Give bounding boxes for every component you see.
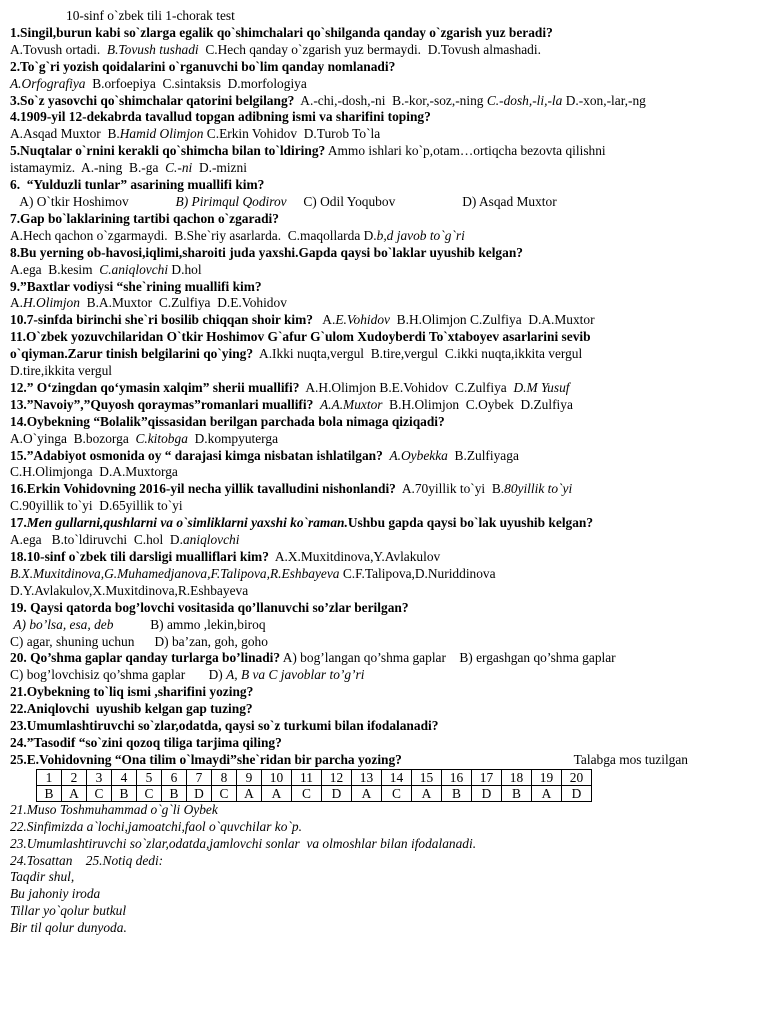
text-segment (313, 397, 320, 412)
text-line (10, 701, 758, 718)
answer-key-letter: A (262, 785, 292, 801)
answer-key-number: 12 (322, 769, 352, 785)
text-line (10, 380, 758, 397)
text-line (10, 76, 758, 93)
text-line (10, 600, 758, 617)
text-line (10, 262, 758, 279)
text-segment: C.90yillik to`yi D.65yillik to`yi (10, 498, 183, 514)
text-line (10, 448, 758, 465)
text-segment: 1.Singil,burun kabi so`zlarga egalik qo`shimchalari qo`shilganda qanday o`zgarish yuz beradi? (10, 24, 553, 40)
text-segment: 2.To`g`ri yozish qoidalarini o`rganuvchi bo`lim qanday nomlanadi? (10, 58, 396, 74)
answer-line: 22.Sinfimizda a`lochi,jamoatchi,faol o`quvchilar ko`p. (10, 818, 302, 834)
answer-key-letter: B (502, 785, 532, 801)
text-segment: A.-chi,-dosh,-ni B.-kor,-soz,-ning (294, 92, 487, 108)
text-segment: 18.10-sinf o`zbek tili darsligi mualliflari kim? (10, 549, 269, 564)
text-segment: C) agar, shuning uchun D) ba’zan, goh, goho (10, 633, 268, 649)
text-segment: B.Tovush tushadi (106, 41, 199, 57)
text-segment: 13.”Navoiy”,”Quyosh qoraymas”romanlari muallifi? (10, 396, 314, 412)
answer-key-table (36, 769, 592, 802)
text-segment: B.H.Olimjon C.Zulfiya D.A.Muxtor (389, 312, 595, 328)
text-segment: A. (312, 312, 336, 328)
answer-line: Taqdir shul, (10, 869, 75, 885)
text-segment: 5.Nuqtalar o`rnini kerakli qo`shimcha bilan to`ldiring? (10, 143, 326, 159)
text-segment: 9.”Baxtlar vodiysi “she`rining muallifi kim? (10, 278, 262, 294)
text-line (10, 735, 758, 752)
answer-key-letter: C (292, 785, 322, 801)
text-segment: 80yillik to`yi (504, 481, 573, 497)
answer-line: Bu jahoniy iroda (10, 886, 101, 902)
text-segment: B.X.Muxitdinova,G.Muhamedjanova,F.Talipova,R.Eshbayeva (10, 565, 340, 581)
text-segment: D.Y.Avlakulov,X.Muxitdinova,R.Eshbayeva (10, 582, 249, 598)
question-25-note: Talabga mos tuzilgan (573, 751, 688, 767)
text-line (10, 414, 758, 431)
text-segment: A, B va C javoblar to’g’ri (226, 667, 365, 683)
text-segment: A.A.Muxtor (320, 396, 383, 412)
answer-key-letter: D (562, 785, 592, 801)
text-line (10, 126, 758, 143)
text-line (10, 583, 758, 600)
text-segment: 7.Gap bo`laklarining tartibi qachon o`zgaradi? (10, 210, 279, 226)
answer-key-number: 20 (562, 769, 592, 785)
text-segment: 3.So`z yasovchi qo`shimchalar qatorini belgilang? (10, 92, 295, 108)
text-segment: A.Orfografiya (10, 75, 86, 91)
answer-key-letter: C (137, 785, 162, 801)
text-line (10, 650, 758, 667)
answer-key-letter: A (62, 785, 87, 801)
text-segment: 14.Oybekning “Bolalik”qissasidan berilgan parchada bola nimaga qiziqadi? (10, 413, 445, 429)
text-line (10, 549, 758, 566)
text-line (10, 431, 758, 448)
text-segment: D.kompyuterga (187, 430, 279, 446)
text-line (10, 684, 758, 701)
text-segment: D.hol (168, 261, 202, 277)
answer-line: 21.Muso Toshmuhammad o`g`li Oybek (10, 801, 218, 817)
answer-key-number: 5 (137, 769, 162, 785)
written-answers (10, 802, 758, 937)
text-segment: A.ega B.to`ldiruvchi C.hol D. (10, 532, 183, 548)
text-segment: 19. Qaysi qatorda bog’lovchi vositasida qo’llanuvchi so’zlar berilgan? (10, 599, 409, 615)
text-segment: 6. “Yulduzli tunlar” asarining muallifi kim? (10, 177, 265, 193)
answer-key-number: 6 (162, 769, 187, 785)
answer-key-number: 13 (352, 769, 382, 785)
text-segment: 24.”Tasodif “so`zini qozoq tiliga tarjima qiling? (10, 734, 282, 750)
text-line (10, 279, 758, 296)
text-segment: 22.Aniqlovchi uyushib kelgan gap tuzing? (10, 701, 253, 717)
text-line (10, 346, 758, 363)
answer-key-letter: B (442, 785, 472, 801)
text-segment: B.Zulfiyaga (447, 447, 519, 463)
text-segment: Ushbu gapda qaysi bo`lak uyushib kelgan? (347, 515, 594, 531)
text-segment: C.F.Talipova,D.Nuriddinova (339, 565, 496, 581)
text-line (10, 245, 758, 262)
answer-key-numbers-row (37, 769, 592, 785)
text-line (10, 667, 758, 684)
answer-key-letter: A (237, 785, 262, 801)
answer-key-number: 1 (37, 769, 62, 785)
answer-key-number: 2 (62, 769, 87, 785)
text-line (10, 211, 758, 228)
text-segment: 11.O`zbek yozuvchilaridan O`tkir Hoshimov G`afur G`ulom Xudoyberdi To`xtaboyev asarlarini sevib (10, 329, 591, 345)
text-segment: o`qiyman.Zarur tinish belgilarini qo`ying? (10, 346, 254, 362)
text-segment: C) bog’lovchisiz qo’shma gaplar D) (10, 667, 227, 683)
text-line (10, 177, 758, 194)
answer-key-number: 3 (87, 769, 112, 785)
answer-key-letter: C (212, 785, 237, 801)
text-segment: B.A.Muxtor C.Zulfiya D.E.Vohidov (79, 295, 287, 311)
answer-line: 24.Tosattan 25.Notiq dedi: (10, 852, 164, 868)
text-segment: B.H.Olimjon C.Oybek D.Zulfiya (382, 396, 573, 412)
text-segment: D.-mizni (192, 160, 247, 176)
text-segment: A.70yillik to`yi B. (395, 481, 505, 497)
text-segment: 12.” O‘zingdan qo‘ymasin xalqim” sherii muallifi? (10, 379, 300, 395)
answer-key-letter: A (352, 785, 382, 801)
text-segment: 8.Bu yerning ob-havosi,iqlimi,sharoiti juda yaxshi.Gapda qaysi bo`laklar uyushib kelgan? (10, 244, 523, 260)
answer-key-number: 10 (262, 769, 292, 785)
text-segment: C.aniqlovchi (99, 261, 169, 277)
text-segment: Men gullarni,qushlarni va o`simliklarni yaxshi ko`raman. (26, 515, 348, 531)
text-line (10, 617, 758, 634)
answer-key-letter: B (112, 785, 137, 801)
answer-key-number: 9 (237, 769, 262, 785)
answer-key-number: 15 (412, 769, 442, 785)
text-segment: 4.1909-yil 12-dekabrda tavallud topgan adibning ismi va sharifini toping? (10, 109, 431, 125)
text-segment: C.kitobga (135, 430, 188, 446)
answer-key-number: 19 (532, 769, 562, 785)
text-segment: C) Odil Yoqubov D) Asqad Muxtor (286, 193, 557, 209)
text-segment: D.M Yusuf (513, 379, 570, 395)
text-line (10, 481, 758, 498)
text-segment: D.tire,ikkita vergul (10, 363, 113, 379)
text-segment: Ammo ishlari ko`p,otam…ortiqcha bezovta qilishni (325, 143, 606, 159)
text-segment: 23.Umumlashtiruvchi so`zlar,odatda, qaysi so`z turkumi bilan ifodalanadi? (10, 718, 439, 734)
text-line (10, 93, 758, 110)
answer-key-answers-row (37, 785, 592, 801)
text-segment: A) O`tkir Hoshimov (10, 193, 176, 209)
answer-key-number: 11 (292, 769, 322, 785)
text-segment: B) Pirimqul Qodirov (175, 193, 287, 209)
text-segment: C.-dosh,-li,-la (486, 92, 563, 108)
text-segment: D.-xon,-lar,-ng (562, 92, 646, 108)
text-segment: b,d javob to`g`ri (376, 227, 465, 243)
answer-key-number: 18 (502, 769, 532, 785)
answer-key-number: 17 (472, 769, 502, 785)
text-line (10, 634, 758, 651)
text-segment: A.O`yinga B.bozorga (10, 430, 136, 446)
text-segment: B.orfoepiya C.sintaksis D.morfologiya (85, 75, 307, 91)
text-line (10, 515, 758, 532)
text-segment: istamaymiz. A.-ning B.-ga (10, 160, 166, 176)
text-segment: C.Hech qanday o`zgarish yuz bermaydi. D.Tovush almashadi. (198, 41, 541, 57)
document-title: 10-sinf o`zbek tili 1-chorak test (66, 8, 235, 23)
answer-key-letter: C (87, 785, 112, 801)
answer-key-letter: B (37, 785, 62, 801)
text-line (10, 718, 758, 735)
text-segment: A.X.Muxitdinova,Y.Avlakulov (268, 549, 441, 564)
answer-key-letter: D (472, 785, 502, 801)
text-segment: 20. Qo’shma gaplar qanday turlarga bo’linadi? (10, 650, 281, 666)
text-segment: H.Olimjon (23, 295, 80, 311)
text-segment: A.Ikki nuqta,vergul B.tire,vergul C.ikki nuqta,ikkita vergul (253, 346, 583, 362)
answer-key-letter: A (532, 785, 562, 801)
text-segment: A.Oybekka (389, 447, 448, 463)
text-line (10, 498, 758, 515)
text-segment: A) bog’langan qo’shma gaplar B) ergashgan qo’shma gaplar (280, 650, 616, 666)
answer-key-number: 14 (382, 769, 412, 785)
text-line (10, 160, 758, 177)
text-line (10, 25, 758, 42)
answer-line: 23.Umumlashtiruvchi so`zlar,odatda,jamlovchi sonlar va olmoshlar bilan ifodalanadi. (10, 835, 477, 851)
text-line (10, 397, 758, 414)
text-segment: A.Asqad Muxtor B. (10, 126, 120, 142)
text-line (10, 363, 758, 380)
question-25-row (10, 752, 758, 769)
text-line (10, 566, 758, 583)
text-line (10, 312, 758, 329)
text-segment: 21.Oybekning to`liq ismi ,sharifini yozing? (10, 684, 254, 700)
text-line (10, 464, 758, 481)
text-segment: C.H.Olimjonga D.A.Muxtorga (10, 464, 178, 480)
answer-key-letter: B (162, 785, 187, 801)
text-line (10, 42, 758, 59)
answer-key-number: 16 (442, 769, 472, 785)
text-segment: 16.Erkin Vohidovning 2016-yil necha yillik tavalludini nishonlandi? (10, 481, 396, 497)
question-25: 25.E.Vohidovning “Ona tilim o`lmaydi”she`ridan bir parcha yozing? (10, 751, 402, 767)
questions-list (10, 25, 758, 752)
text-segment: E.Vohidov (335, 312, 390, 328)
text-segment: A.ega B.kesim (10, 261, 100, 277)
answer-key-letter: D (187, 785, 212, 801)
text-segment: A.H.Olimjon B.E.Vohidov C.Zulfiya (299, 379, 514, 395)
text-segment: aniqlovchi (182, 532, 240, 548)
text-line (10, 143, 758, 160)
text-segment: A) bo’lsa, esa, deb (13, 616, 114, 632)
text-segment: B) ammo ,lekin,biroq (113, 616, 266, 632)
text-line (10, 109, 758, 126)
text-line (10, 228, 758, 245)
text-segment: 17. (10, 515, 27, 531)
answer-line: Tillar yo`qolur butkul (10, 903, 127, 919)
text-line (10, 532, 758, 549)
text-segment: A. (10, 295, 24, 311)
answer-key-number: 4 (112, 769, 137, 785)
answer-key-number: 8 (212, 769, 237, 785)
text-line (10, 194, 758, 211)
text-segment: C.Erkin Vohidov D.Turob To`la (203, 126, 381, 142)
text-segment: 10.7-sinfda birinchi she`ri bosilib chiqqan shoir kim? (10, 312, 313, 328)
answer-line: Bir til qolur dunyoda. (10, 920, 127, 936)
text-line (10, 295, 758, 312)
text-line (10, 329, 758, 346)
text-segment: 15.”Adabiyot osmonida oy “ darajasi kimga nisbatan ishlatilgan? (10, 447, 383, 463)
answer-key-letter: C (382, 785, 412, 801)
answer-key-letter: A (412, 785, 442, 801)
text-segment: A.Tovush ortadi. (10, 41, 107, 57)
answer-key-number: 7 (187, 769, 212, 785)
text-line (10, 59, 758, 76)
text-segment: C.-ni (165, 160, 193, 176)
answer-key-letter: D (322, 785, 352, 801)
text-segment: A.Hech qachon o`zgarmaydi. B.She`riy asarlarda. C.maqollarda D. (10, 227, 377, 243)
text-segment: Hamid Olimjon (119, 126, 204, 142)
